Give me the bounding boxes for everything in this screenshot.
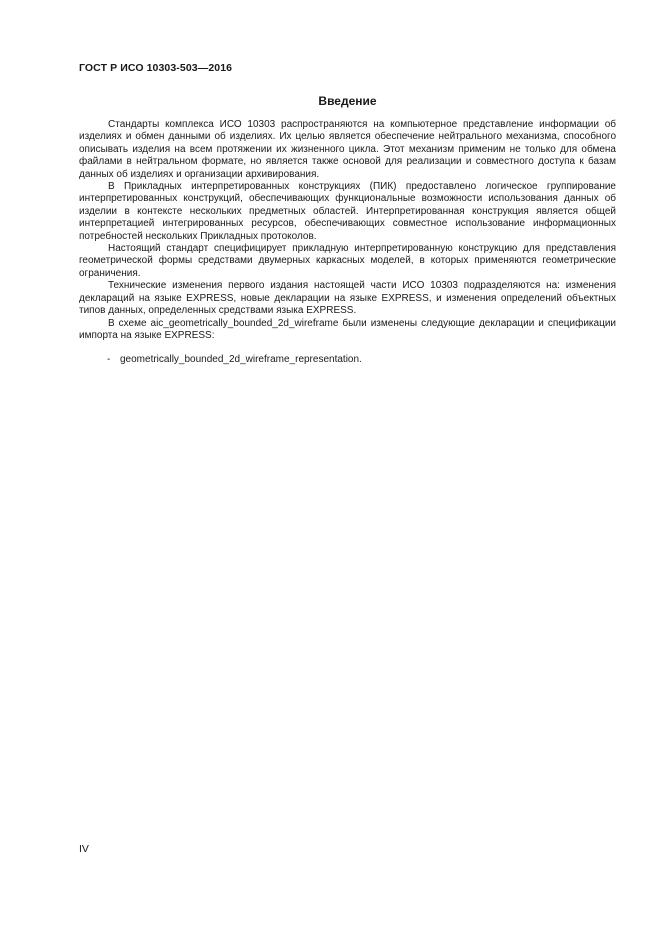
changes-list — [79, 354, 616, 366]
paragraph-standard-specifies: Настоящий стандарт специфицирует прикладную интерпретированную конструкцию для представления геометрической формы средствами двумерных каркасных моделей, в которых применяются геометрические ограничения. — [79, 243, 616, 279]
page-number: IV — [79, 843, 89, 855]
paragraph-technical-changes: Технические изменения первого издания настоящей части ИСО 10303 подразделяются на: изменения деклараций на языке EXPRESS, новые декларации на языке EXPRESS, и изменения определений объектных типов данных, определенных средствами языка EXPRESS. — [79, 280, 616, 317]
document-body — [79, 119, 616, 367]
paragraph-schema-changes: В схеме aic_geometrically_bounded_2d_wireframe были изменены следующие декларации и спецификации импорта на языке EXPRESS: — [79, 317, 616, 341]
paragraph-standards-scope: Стандарты комплекса ИСО 10303 распространяются на компьютерное представление информации об изделиях и обмен данными об изделиях. Их целью является обеспечение нейтрального механизма, способного описывать изделия на всем протяжении их жизненного цикла. Этот механизм применим не только для обмена файлами в нейтральном формате, но является также основой для реализации и совместного доступа к базам данных об изделиях и организации архивирования. — [79, 119, 616, 180]
section-title: Введение — [318, 94, 377, 108]
list-item-text: geometrically_bounded_2d_wireframe_representation. — [120, 354, 362, 366]
paragraph-aic-description: В Прикладных интерпретированных конструкциях (ПИК) предоставлено логическое группирование интерпретированных конструкций, обеспечивающих функциональные возможности использования данных об изделии в контексте нескольких предметных областей. Интерпретированная конструкция является общей интерпретацией интегрированных ресурсов, обеспечивающих совместное использование информационных потребностей нескольких Прикладных протоколов. — [79, 181, 616, 242]
list-item — [107, 354, 616, 366]
list-marker: - — [107, 354, 111, 366]
standard-code-header: ГОСТ Р ИСО 10303-503—2016 — [79, 62, 233, 74]
